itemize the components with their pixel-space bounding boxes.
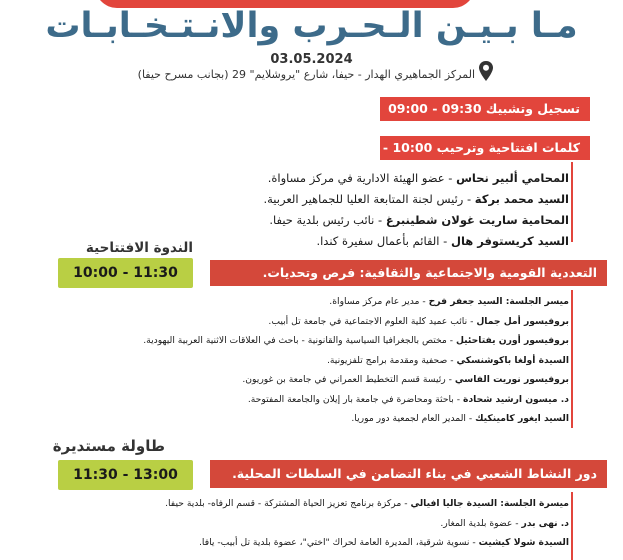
speaker-row: السيدة شولا كيشيت - نسوية شرقية، المديرة العامة لحراك "اختي"، عضوة بلدية تل أبيب- يافا.: [198, 537, 569, 548]
speaker-row: ميسر الجلسة: السيد جعفر فرح - مدير عام مركز مساواة.: [329, 296, 569, 307]
speaker-row: السيد محمد بركة - رئيس لجنة المتابعة العليا للجماهير العربية.: [263, 192, 569, 206]
speaker-row: السيد ايغور كامينكيك - المدير العام لجمعية دور موريا.: [351, 413, 569, 424]
speaker-row: السيدة أولغا باكوشنسكي - صحفية ومقدمة برامج تلفزيونية.: [326, 354, 569, 366]
speaker-row: د. ميسون ارشيد شحادة - باحثة ومحاضرة في جامعة بار إيلان والجامعة المفتوحة.: [247, 393, 569, 405]
speaker-row: بروفيسور أمل جمال - نائب عميد كلية العلوم الاجتماعية في جامعة تل أبيب.: [268, 315, 569, 327]
speaker-row: السيد كريستوفر هال - القائم بأعمال سفيرة كندا.: [316, 234, 569, 248]
panel1-topic-bar: التعددية القومية والاجتماعية والثقافية: فرص وتحديات.: [210, 260, 607, 286]
panel2-label: طاولة مستديرة: [52, 437, 165, 455]
panel1-speakers-list: [143, 292, 569, 429]
panel1-time: 10:00 - 11:30: [58, 258, 193, 288]
opening-remarks-bar: كلمات افتتاحية وترحيب 10:00 - 09:30: [380, 136, 590, 160]
opening-divider-line: [571, 162, 573, 242]
panel1-label: الندوة الافتتاحية: [85, 240, 193, 256]
speaker-row: ميسرة الجلسة: السيدة جاليا افيالي - مركزة برنامج تعزيز الحياة المشتركة - قسم الرفاه- بلدية حيفا.: [165, 498, 569, 509]
speaker-row: بروفيسور أورن يفتاحئيل - مختص بالجغرافيا السياسية والقانونية - باحث في العلاقات الاثنية العربية اليهودية.: [143, 335, 569, 346]
location-pin-icon: [478, 60, 494, 82]
panel2-divider-line: [571, 492, 573, 560]
speaker-row: د. نهى بدر - عضوة بلدية المغار.: [440, 517, 569, 529]
page-title: مـا بـيـن الـحـرب والانـتـخـابـات: [45, 6, 578, 46]
opening-speakers-list: [263, 168, 569, 252]
speaker-row: المحامي ألبير نحاس - عضو الهيئة الادارية في مركز مساواة.: [267, 171, 569, 185]
speaker-row: المحامية ساريت غولان شطينبرغ - نائب رئيس بلدية حيفا.: [269, 213, 569, 227]
panel2-time: 11:30 - 13:00: [58, 460, 193, 490]
panel2-speakers-list: [165, 494, 569, 553]
panel1-divider-line: [571, 290, 573, 428]
registration-bar: تسجيل وتشبيك 09:30 - 09:00: [380, 97, 590, 121]
event-date: 03.05.2024: [270, 52, 353, 67]
panel2-topic-bar: دور النشاط الشعبي في بناء التضامن في السلطات المحلية.: [210, 460, 607, 488]
venue-address: المركز الجماهيري الهدار - حيفا، شارع "يروشلايم" 29 (بجانب مسرح حيفا): [137, 68, 475, 81]
speaker-row: بروفيسور نوريت الفاسي - رئيسة قسم التخطيط العمراني في جامعة بن غوريون.: [242, 374, 569, 385]
